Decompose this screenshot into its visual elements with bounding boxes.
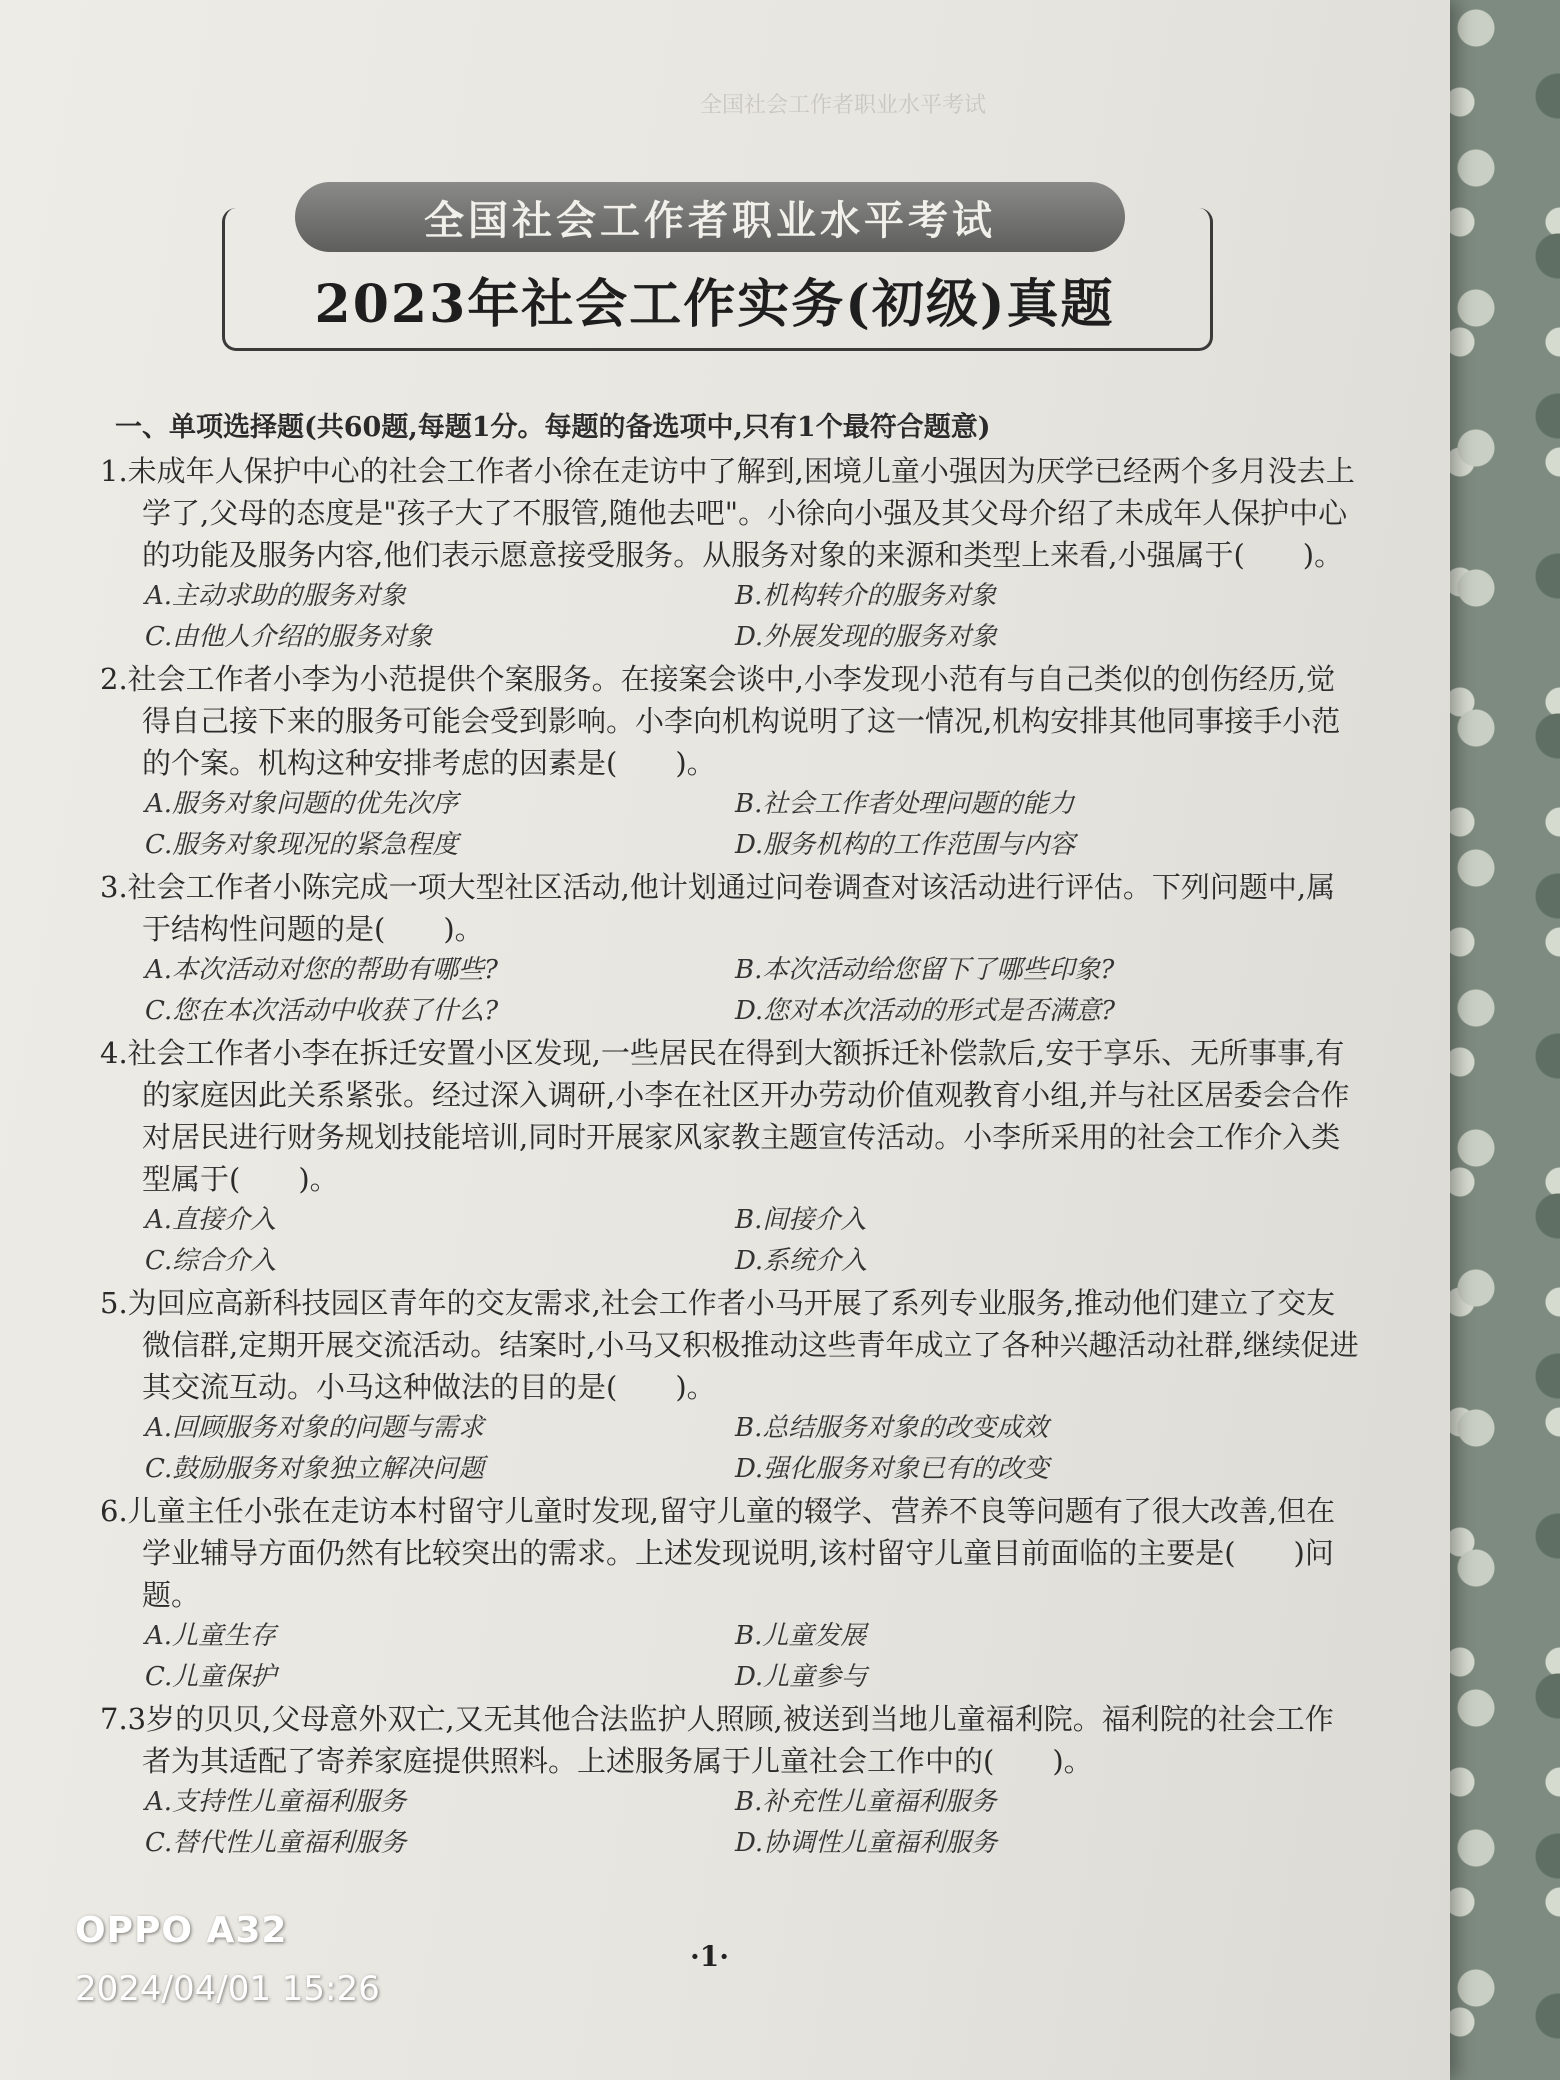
option-d: D.外展发现的服务对象 xyxy=(735,622,998,652)
question-text: 4.社会工作者小李在拆迁安置小区发现,一些居民在得到大额拆迁补偿款后,安于享乐、无所事事,有的家庭因此关系紧张。经过深入调研,小李在社区开办劳动价值观教育小组,并与社区居委会合作对居民进行财务规划技能培训,同时开展家风家教主题宣传活动。小李所采用的社会工作介入类型属于( )。 xyxy=(100,1036,1350,1196)
option-b: B.本次活动给您留下了哪些印象? xyxy=(735,955,1115,985)
camera-brand: OPPO A32 xyxy=(75,1910,288,1951)
question-text: 6.儿童主任小张在走访本村留守儿童时发现,留守儿童的辍学、营养不良等问题有了很大改善,但在学业辅导方面仍然有比较突出的需求。上述发现说明,该村留守儿童目前面临的主要是( )问题。 xyxy=(100,1494,1336,1612)
option-d: D.系统介入 xyxy=(735,1246,868,1276)
option-a: A.支持性儿童福利服务 xyxy=(145,1787,407,1817)
option-c: C.服务对象现况的紧急程度 xyxy=(145,830,459,860)
question-text: 1.未成年人保护中心的社会工作者小徐在走访中了解到,困境儿童小强因为厌学已经两个多月没去上学了,父母的态度是"孩子大了不服管,随他去吧"。小徐向小强及其父母介绍了未成年人保护中心的功能及服务内容,他们表示愿意接受服务。从服务对象的来源和类型上来看,小强属于( )。 xyxy=(100,454,1355,572)
options xyxy=(100,950,1360,1032)
title-band xyxy=(295,182,1125,252)
options xyxy=(100,1782,1360,1864)
option-a: A.直接介入 xyxy=(145,1205,277,1235)
option-c: C.由他人介绍的服务对象 xyxy=(145,622,433,652)
options xyxy=(100,576,1360,658)
question-text: 5.为回应高新科技园区青年的交友需求,社会工作者小马开展了系列专业服务,推动他们建立了交友微信群,定期开展交流活动。结案时,小马又积极推动这些青年成立了各种兴趣活动社群,继续促进其交流互动。小马这种做法的目的是( )。 xyxy=(100,1286,1359,1404)
exam-content xyxy=(100,405,1360,1864)
question-6 xyxy=(100,1490,1360,1698)
option-b: B.补充性儿童福利服务 xyxy=(735,1787,997,1817)
question-text: 7.3岁的贝贝,父母意外双亡,又无其他合法监护人照顾,被送到当地儿童福利院。福利院的社会工作者为其适配了寄养家庭提供照料。上述服务属于儿童社会工作中的( )。 xyxy=(100,1702,1334,1778)
question-5 xyxy=(100,1282,1360,1490)
ghost-header-text: 全国社会工作者职业水平考试 xyxy=(700,93,987,118)
option-c: C.综合介入 xyxy=(145,1246,277,1276)
option-c: C.儿童保护 xyxy=(145,1662,277,1692)
question-4 xyxy=(100,1032,1360,1282)
option-d: D.您对本次活动的形式是否满意? xyxy=(735,996,1116,1026)
option-b: B.机构转介的服务对象 xyxy=(735,581,997,611)
option-a: A.服务对象问题的优先次序 xyxy=(145,789,459,819)
camera-watermark xyxy=(75,1910,380,2009)
option-c: C.替代性儿童福利服务 xyxy=(145,1828,407,1858)
option-d: D.协调性儿童福利服务 xyxy=(735,1828,998,1858)
section-title: 一、单项选择题(共60题,每题1分。每题的备选项中,只有1个最符合题意) xyxy=(115,412,991,443)
options xyxy=(100,784,1360,866)
question-text: 3.社会工作者小陈完成一项大型社区活动,他计划通过问卷调查对该活动进行评估。下列问题中,属于结构性问题的是( )。 xyxy=(100,870,1336,946)
option-d: D.强化服务对象已有的改变 xyxy=(735,1454,1050,1484)
option-c: C.鼓励服务对象独立解决问题 xyxy=(145,1454,485,1484)
option-b: B.儿童发展 xyxy=(735,1621,867,1651)
options xyxy=(100,1616,1360,1698)
option-a: A.回顾服务对象的问题与需求 xyxy=(145,1413,485,1443)
options xyxy=(100,1408,1360,1490)
option-c: C.您在本次活动中收获了什么? xyxy=(145,996,499,1026)
exam-series-title: 全国社会工作者职业水平考试 xyxy=(424,196,996,244)
question-2 xyxy=(100,658,1360,866)
capture-datetime: 2024/04/01 15:26 xyxy=(75,1969,380,2009)
option-b: B.社会工作者处理问题的能力 xyxy=(735,789,1075,819)
page-number: ·1· xyxy=(690,1940,729,1973)
option-a: A.本次活动对您的帮助有哪些? xyxy=(145,955,498,985)
option-b: B.间接介入 xyxy=(735,1205,867,1235)
question-7 xyxy=(100,1698,1360,1864)
question-text: 2.社会工作者小李为小范提供个案服务。在接案会谈中,小李发现小范有与自己类似的创伤经历,觉得自己接下来的服务可能会受到影响。小李向机构说明了这一情况,机构安排其他同事接手小范的个案。机构这种安排考虑的因素是( )。 xyxy=(100,662,1341,780)
question-1 xyxy=(100,450,1360,658)
question-3 xyxy=(100,866,1360,1032)
option-b: B.总结服务对象的改变成效 xyxy=(735,1413,1049,1443)
option-d: D.儿童参与 xyxy=(735,1662,868,1692)
option-a: A.主动求助的服务对象 xyxy=(145,581,407,611)
option-a: A.儿童生存 xyxy=(145,1621,277,1651)
option-d: D.服务机构的工作范围与内容 xyxy=(735,830,1076,860)
options xyxy=(100,1200,1360,1282)
exam-title: 2023年社会工作实务(初级)真题 xyxy=(314,274,1115,335)
